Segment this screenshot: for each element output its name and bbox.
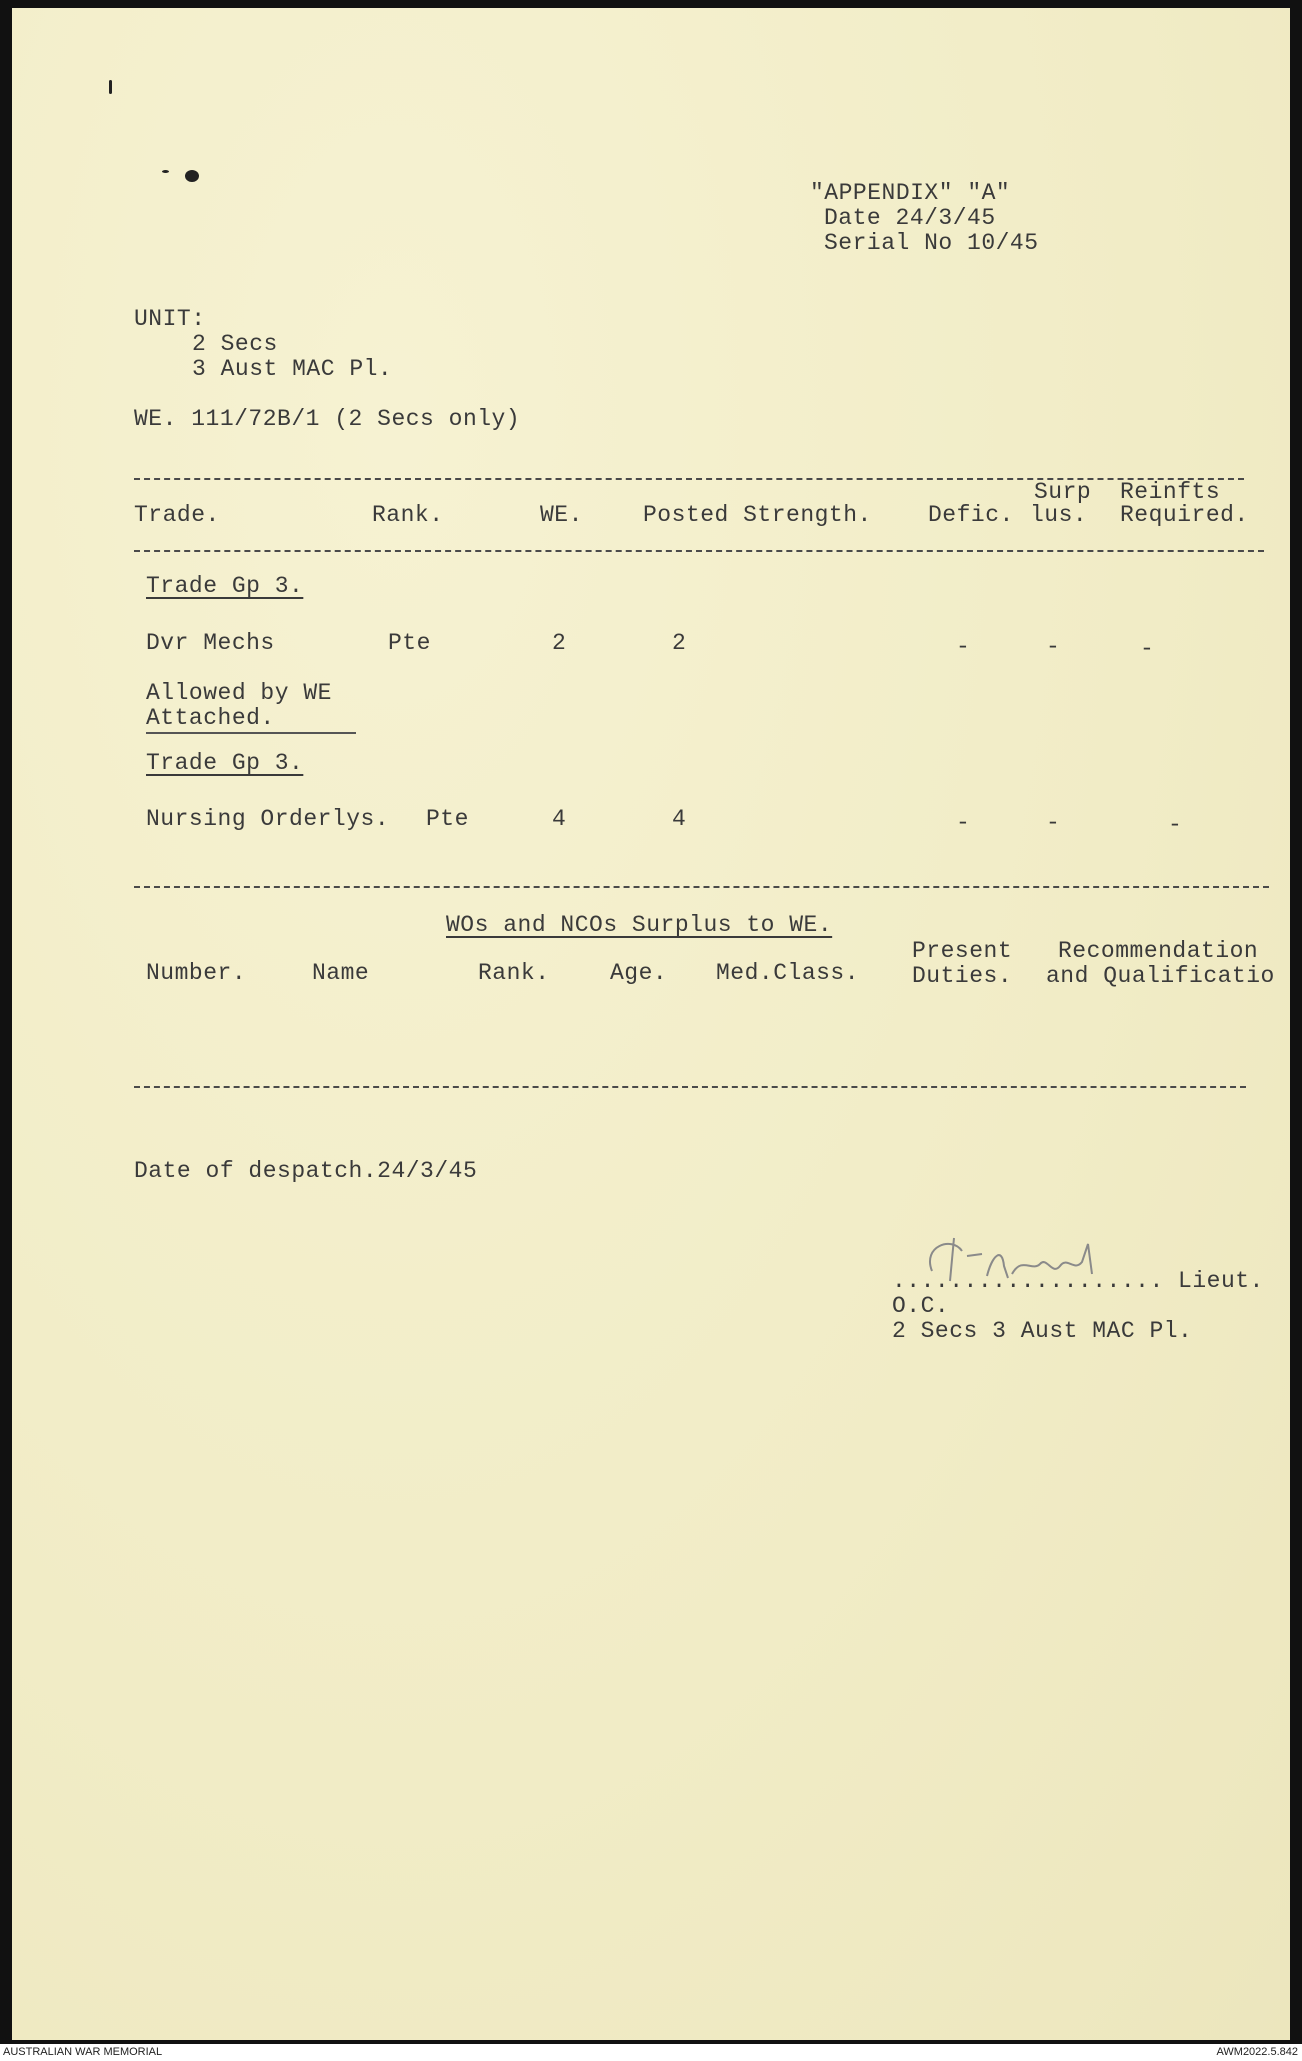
allowed-by-we-line-2: Attached. bbox=[146, 705, 275, 731]
header-present-line-2: Duties. bbox=[912, 963, 1013, 989]
row-surplus: - bbox=[1046, 634, 1061, 660]
trade-group-title: Trade Gp 3. bbox=[146, 750, 304, 776]
header-age: Age. bbox=[610, 960, 668, 986]
header-we: WE. bbox=[540, 502, 583, 528]
trade-group-title: Trade Gp 3. bbox=[146, 573, 304, 599]
row-trade: Dvr Mechs bbox=[146, 630, 275, 656]
table2-title: WOs and NCOs Surplus to WE. bbox=[446, 912, 833, 938]
appendix-label: "APPENDIX" "A" bbox=[810, 180, 1011, 206]
ink-blot-mark bbox=[185, 170, 199, 182]
row-we: 4 bbox=[552, 806, 567, 832]
archive-footer bbox=[0, 2044, 1302, 2061]
signature-oc: O.C. bbox=[892, 1293, 950, 1319]
row-surplus: - bbox=[1046, 810, 1061, 836]
row-posted: 4 bbox=[672, 806, 687, 832]
unit-line-2: 3 Aust MAC Pl. bbox=[192, 356, 393, 382]
date-of-despatch: Date of despatch.24/3/45 bbox=[134, 1158, 478, 1184]
header-rank: Rank. bbox=[478, 960, 550, 986]
row-posted: 2 bbox=[672, 630, 687, 656]
row-reinfts: - bbox=[1168, 812, 1183, 838]
row-rank: Pte bbox=[426, 806, 469, 832]
table1-header-rule bbox=[134, 550, 1264, 552]
header-trade: Trade. bbox=[134, 502, 220, 528]
header-surplus-line-2: lus. bbox=[1030, 502, 1088, 528]
unit-line-1: 2 Secs bbox=[192, 331, 278, 357]
row-defic: - bbox=[956, 810, 971, 836]
row-trade: Nursing Orderlys. bbox=[146, 806, 390, 832]
header-reinfts-line-2: Required. bbox=[1120, 502, 1249, 528]
header-defic: Defic. bbox=[928, 502, 1014, 528]
ink-speck-mark bbox=[162, 170, 169, 173]
signature-line: ................... Lieut. bbox=[892, 1268, 1264, 1294]
header-recommendation-line-2: and Qualificatio bbox=[1046, 963, 1275, 989]
header-number: Number. bbox=[146, 960, 247, 986]
header-name: Name bbox=[312, 960, 370, 986]
allowed-by-we-line-1: Allowed by WE bbox=[146, 680, 332, 706]
header-posted-strength: Posted Strength. bbox=[643, 502, 872, 528]
header-med-class: Med.Class. bbox=[716, 960, 860, 986]
allowed-underline bbox=[146, 732, 356, 734]
table2-bottom-rule bbox=[134, 1086, 1246, 1088]
row-defic: - bbox=[956, 634, 971, 660]
ink-speck-mark bbox=[109, 80, 112, 94]
footer-institution: AUSTRALIAN WAR MEMORIAL bbox=[3, 2046, 163, 2058]
signature-unit: 2 Secs 3 Aust MAC Pl. bbox=[892, 1318, 1193, 1344]
row-rank: Pte bbox=[388, 630, 431, 656]
header-date: Date 24/3/45 bbox=[824, 205, 996, 231]
header-serial: Serial No 10/45 bbox=[824, 230, 1039, 256]
we-reference: WE. 111/72B/1 (2 Secs only) bbox=[134, 406, 521, 432]
row-reinfts: - bbox=[1140, 636, 1155, 662]
header-recommendation-line-1: Recommendation bbox=[1058, 938, 1259, 964]
row-we: 2 bbox=[552, 630, 567, 656]
document-page bbox=[12, 8, 1290, 2040]
table1-bottom-rule bbox=[134, 886, 1269, 888]
header-surplus-line-1: Surp bbox=[1034, 479, 1092, 505]
header-present-line-1: Present bbox=[912, 938, 1013, 964]
header-reinfts-line-1: Reinfts bbox=[1120, 479, 1221, 505]
header-rank: Rank. bbox=[372, 502, 444, 528]
footer-accession-number: AWM2022.5.842 bbox=[1216, 2046, 1298, 2058]
unit-label: UNIT: bbox=[134, 306, 206, 332]
